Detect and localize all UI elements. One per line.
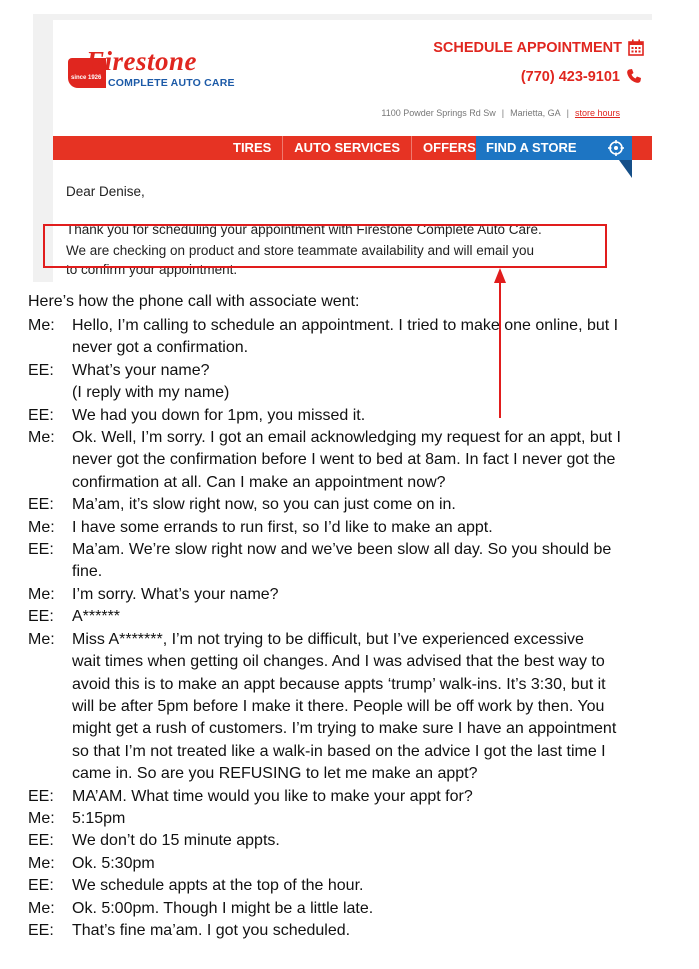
line-text: We schedule appts at the top of the hour. — [72, 877, 364, 895]
transcript-line — [28, 920, 678, 942]
speaker-label: EE: — [28, 608, 54, 626]
speaker-label: EE: — [28, 361, 54, 379]
transcript-line — [28, 539, 678, 584]
transcript-line — [28, 786, 678, 808]
separator: | — [566, 108, 569, 118]
transcript-line — [28, 606, 678, 628]
speaker-label: Me: — [28, 429, 55, 447]
nav-auto-services[interactable]: AUTO SERVICES — [283, 136, 412, 160]
nav-tires[interactable]: TIRES — [222, 136, 283, 160]
line-text: I’m sorry. What’s your name? — [72, 585, 279, 603]
transcript-line — [28, 808, 678, 830]
transcript-line — [28, 830, 678, 852]
phone-number-link[interactable]: (770) 423-9101 — [520, 69, 620, 85]
calendar-icon[interactable] — [628, 39, 644, 56]
speaker-label: Me: — [28, 809, 55, 827]
schedule-appointment-link[interactable]: SCHEDULE APPOINTMENT — [433, 40, 622, 56]
email-nav-bar — [53, 136, 652, 160]
nav-items — [222, 136, 488, 160]
line-text: A****** — [72, 608, 121, 626]
logo-tagline: COMPLETE AUTO CARE — [108, 77, 235, 89]
logo-wordmark: Firestone — [86, 46, 198, 76]
speaker-label: EE: — [28, 832, 54, 850]
separator: | — [501, 108, 505, 118]
speaker-label: EE: — [28, 406, 54, 424]
line-text: Ok. 5:30pm — [72, 854, 155, 872]
transcript-line — [28, 427, 678, 494]
speaker-label: EE: — [28, 921, 54, 939]
transcript-line — [28, 494, 678, 516]
line-text: What’s your name? (I reply with my name) — [72, 361, 230, 402]
transcript-intro: Here’s how the phone call with associate went: — [28, 293, 360, 310]
speaker-label: Me: — [28, 630, 55, 648]
transcript-line — [28, 517, 678, 539]
transcript-line — [28, 584, 678, 606]
transcript-line — [28, 405, 678, 427]
transcript-line — [28, 875, 678, 897]
nav-find-a-store[interactable] — [476, 136, 632, 160]
store-hours-link[interactable]: store hours — [574, 108, 620, 118]
speaker-label: Me: — [28, 585, 55, 603]
email-body-line-3: to confirm your appointment. — [66, 262, 238, 277]
firestone-logo[interactable] — [68, 46, 246, 94]
speaker-label: Me: — [28, 899, 55, 917]
email-greeting: Dear Denise, — [66, 184, 145, 199]
nav-offers[interactable]: OFFERS — [412, 136, 488, 160]
speaker-label: Me: — [28, 518, 55, 536]
arrow-head — [494, 268, 506, 283]
highlight-box — [43, 224, 607, 268]
line-text: Hello, I’m calling to schedule an appointment. I tried to make one online, but I never got a confirmation. — [72, 317, 619, 357]
phone-icon[interactable] — [626, 68, 642, 84]
speaker-label: EE: — [28, 496, 54, 514]
line-text: I have some errands to run first, so I’d like to make an appt. — [72, 518, 493, 536]
speaker-label: Me: — [28, 854, 55, 872]
logo-since: since 1926 — [71, 75, 102, 81]
speaker-label: EE: — [28, 877, 54, 895]
crosshair-icon — [608, 140, 624, 156]
transcript-line — [28, 629, 678, 786]
transcript-line — [28, 898, 678, 920]
street-address: 1100 Powder Springs Rd Sw — [381, 108, 496, 118]
line-text: Ok. 5:00pm. Though I might be a little late. — [72, 899, 374, 917]
call-transcript — [28, 315, 678, 942]
transcript-line — [28, 360, 678, 405]
city-state: Marietta, GA — [510, 108, 561, 118]
line-text: We had you down for 1pm, you missed it. — [72, 406, 366, 424]
transcript-line — [28, 853, 678, 875]
store-address — [381, 108, 620, 118]
line-text: Ma’am. We’re slow right now and we’ve been slow all day. So you should be fine. — [72, 541, 612, 581]
email-body-line-1: Thank you for scheduling your appointment with Firestone Complete Auto Care. — [66, 222, 542, 237]
nav-fold-shadow — [619, 160, 632, 178]
line-text: Miss A*******, I’m not trying to be difficult, but I’ve experienced excessive wait times when getting oil changes. And I was advised that the best way to avoid this is to make an appt because appts ‘trump’ walk-ins. It’s 3:30, but it will be after 5pm before I make it there. People will be off work by then. You might get a rush of customers. I’m trying to make sure I have an appointment so that I’m not treated like a walk-in based on the advice I got the last time I came in. So are you REFUSING to let me make an appt? — [72, 630, 617, 783]
line-text: We don’t do 15 minute appts. — [72, 832, 280, 850]
line-text: 5:15pm — [72, 809, 126, 827]
line-text: Ok. Well, I’m sorry. I got an email acknowledging my request for an appt, but I never got the confirmation before I went to bed at 8am. In fact I never got the confirmation at all. Can I make an appointment now? — [72, 429, 621, 491]
line-text: MA’AM. What time would you like to make your appt for? — [72, 787, 473, 805]
speaker-label: Me: — [28, 317, 55, 334]
find-store-label: FIND A STORE — [486, 140, 577, 155]
speaker-label: EE: — [28, 541, 54, 559]
speaker-label: EE: — [28, 787, 54, 805]
email-body-line-2: We are checking on product and store teammate availability and will email you — [66, 243, 534, 258]
transcript-line — [28, 315, 678, 360]
line-text: Ma’am, it’s slow right now, so you can just come on in. — [72, 496, 456, 514]
line-text: That’s fine ma’am. I got you scheduled. — [72, 921, 351, 939]
